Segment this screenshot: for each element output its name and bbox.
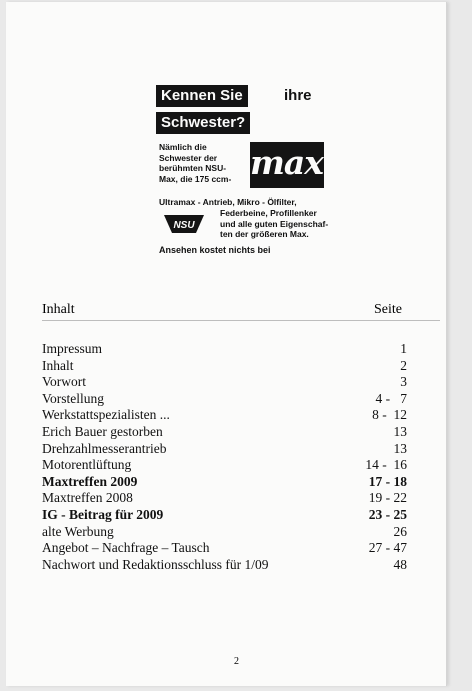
toc-entry [42,490,407,507]
ad-text-block2: Ultramax - Antrieb, Mikro - Ölfilter, [159,197,297,207]
toc-entry-pages: 48 [393,556,407,572]
ad-headline-line2: Schwester? [156,112,250,134]
toc-entry-title: Vorwort [42,374,87,390]
toc-entry-title: Drehzahlmesserantrieb [42,440,167,456]
toc-entry-pages: 26 [393,523,407,539]
toc-entry [42,374,407,391]
toc-entry-pages: 23 - 25 [368,506,407,522]
toc-entry-title: IG - Beitrag für 2009 [42,506,164,522]
toc-entry-title: Inhalt [42,357,74,373]
toc-entry-pages: 8 - 12 [372,407,407,423]
toc-entry-title: Maxtreffen 2009 [42,473,138,489]
toc-entry-title: Maxtreffen 2008 [42,490,133,506]
toc-header [42,302,440,318]
nsu-logo-text: NSU [173,220,195,231]
ad-text-block3: Federbeine, Profillenker und alle guten Eigenschaf- ten der größeren Max. [220,208,329,239]
toc-entry [42,540,407,557]
toc-entry-title: Motorentlüftung [42,457,132,473]
toc-entry-pages: 17 - 18 [368,473,407,489]
toc-entry-pages: 19 - 22 [368,490,407,506]
toc-entry-pages: 2 [400,357,407,373]
ad-text-block4: Ansehen kostet nichts bei [159,245,271,255]
toc-entry-pages: 14 - 16 [365,457,407,473]
toc-header-right: Seite [374,302,402,317]
ad-headline-part2: ihre [284,87,312,104]
toc-entry [42,391,407,408]
toc-entry-pages: 13 [393,440,407,456]
toc-entry-title: alte Werbung [42,523,114,539]
toc-entry-pages: 3 [400,374,407,390]
toc-entry [42,457,407,474]
toc-entry [42,424,407,441]
toc-entry-title: Nachwort und Redaktionsschluss für 1/09 [42,556,269,572]
document-page [6,2,447,686]
toc-entry [42,474,407,491]
toc-entry-title: Impressum [42,341,102,356]
toc-list [42,341,407,573]
toc-entry [42,407,407,424]
toc-entry-title: Vorstellung [42,390,105,406]
ad-brand-logo: maxi [250,142,324,188]
toc-entry [42,557,407,574]
ad-headline-part1: Kennen Sie [156,85,248,107]
ad-text-block1: Nämlich die Schwester der berühmten NSU- Max, die 175 ccm- [159,142,232,184]
toc-divider [42,320,440,321]
toc-entry [42,524,407,541]
toc-entry-title: Werkstattspezialisten ... [42,407,170,423]
toc-header-left: Inhalt [42,302,75,317]
toc-entry-pages: 27 - 47 [368,540,407,556]
toc-entry-pages: 4 - 7 [375,390,407,406]
toc-entry-pages: 1 [400,341,407,356]
nsu-logo [162,211,206,235]
page-number: 2 [234,656,239,667]
toc-entry-pages: 13 [393,423,407,439]
toc-entry-title: Erich Bauer gestorben [42,423,163,439]
toc-entry [42,507,407,524]
toc-entry [42,341,407,358]
toc-entry [42,358,407,375]
advertisement [156,82,336,262]
toc-entry-title: Angebot – Nachfrage – Tausch [42,540,210,556]
toc-entry [42,441,407,458]
